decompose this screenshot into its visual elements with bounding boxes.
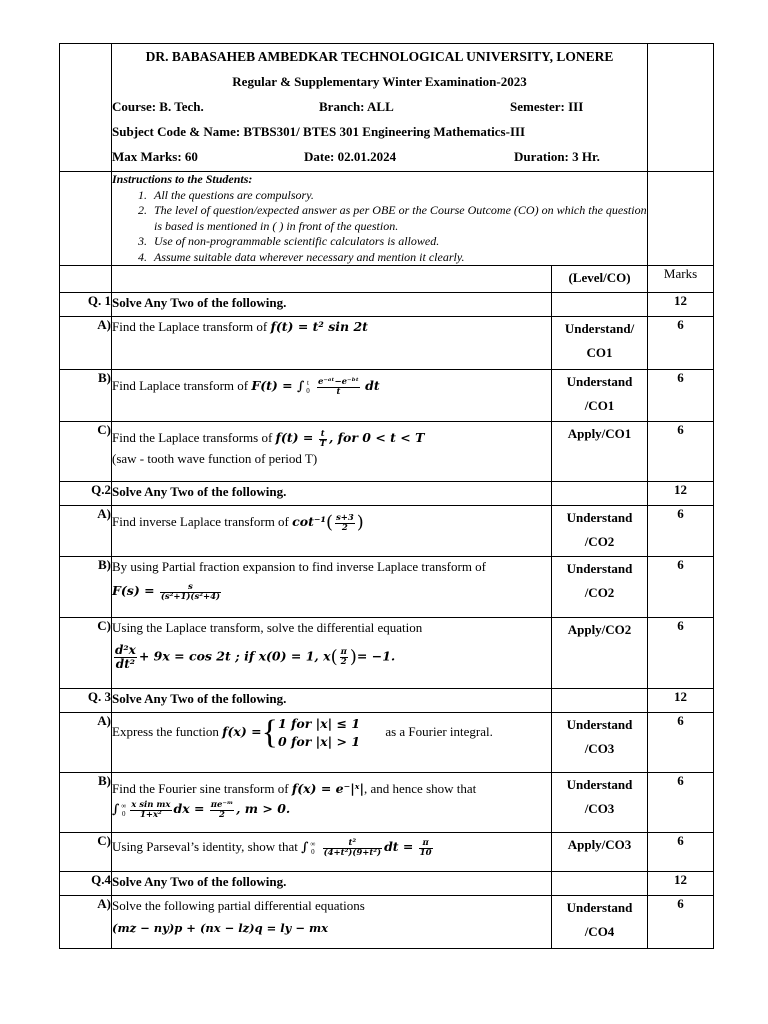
subquestion-row [60,370,714,422]
denominator: dt² [115,657,135,671]
math-rhs: , for 0 < t < T [328,430,425,445]
subject: Subject Code & Name: BTBS301/ BTES 301 Engineering Mathematics-III [112,124,526,139]
subquestion-marks: 6 [648,557,714,618]
level-co [552,773,648,833]
lower-limit: 0 [306,387,310,396]
semester: Semester: III [510,99,584,114]
blank-cell [60,44,112,172]
blank-cell [648,172,714,266]
level-co [552,370,648,422]
fraction [160,583,221,602]
integral-sign: ∫ [112,801,120,816]
integral-limits [121,802,126,818]
question-line [112,644,551,671]
upper-limit: ∞ [121,802,127,811]
subquestion-row [60,713,714,773]
branch: Branch: ALL [319,99,394,114]
duration: Duration: 3 Hr. [514,149,600,164]
subquestion-label: C) [60,618,112,689]
header-cell [112,44,648,172]
question-text: Express the function [112,723,223,739]
level-text: Understand [566,777,633,792]
math-end: = −1. [356,648,396,664]
integral-limits [310,840,315,856]
question-title: Solve Any Two of the following. [112,689,552,713]
question-number: Q.2 [60,482,112,506]
co-text: CO1 [586,345,613,360]
question-line [112,428,551,449]
blank-cell [60,172,112,266]
fraction [340,648,348,667]
fraction [335,514,355,533]
math-lhs: f(t) = [275,430,314,445]
subquestion-text [112,713,552,773]
math-expression: f(x) = e⁻|ˣ| [291,781,364,796]
question-marks: 12 [648,293,714,317]
subquestion-marks: 6 [648,896,714,949]
lower-limit: 0 [122,810,126,819]
subquestion-text [112,422,552,482]
instruction-item: 4. Assume suitable data wherever necessary and mention it clearly. [150,250,647,266]
subquestion-marks: 6 [648,506,714,557]
fraction [419,839,433,858]
dx: dx = [173,801,205,816]
left-brace: { [261,714,278,751]
question-text: By using Partial fraction expansion to find inverse Laplace transform of [112,559,487,574]
lower-limit: 0 [311,848,315,857]
question-marks: 12 [648,689,714,713]
instructions-row [60,172,714,266]
dt: dt = [384,839,414,854]
subquestion-marks: 6 [648,833,714,872]
subquestion-text [112,833,552,872]
subquestion-row [60,506,714,557]
subquestion-text [112,317,552,370]
subquestion-marks: 6 [648,713,714,773]
integral-limits [306,379,310,395]
instruction-item: 1. All the questions are compulsory. [150,188,647,204]
subquestion-label: A) [60,506,112,557]
co-text: /CO1 [584,398,615,413]
question-text: Using the Laplace transform, solve the differential equation [112,620,423,635]
co-text: /CO2 [584,534,615,549]
question-number: Q. 1 [60,293,112,317]
question-marks: 12 [648,872,714,896]
denominator: T [319,438,326,449]
subquestion-text [112,773,552,833]
question-number: Q.4 [60,872,112,896]
header-row [60,44,714,172]
question-heading-row [60,872,714,896]
blank-cell [60,266,112,293]
subquestion-text [112,557,552,618]
denominator: 2 [340,657,347,667]
subquestion-row [60,618,714,689]
question-text-suffix: , and hence show that [364,781,477,796]
question-heading-row [60,689,714,713]
case-two: 0 for |x| > 1 [277,734,361,749]
co-text: /CO3 [584,801,615,816]
instruction-item: 3. Use of non-programmable scientific calculators is allowed. [150,234,647,250]
subquestion-text [112,618,552,689]
subquestion-marks: 6 [648,370,714,422]
blank-cell [552,293,648,317]
subquestion-label: C) [60,422,112,482]
upper-limit: ∞ [310,840,316,849]
numerator: s+3 [335,512,354,523]
level-co [552,506,648,557]
math-mid: + 9x = cos 2t ; if x(0) = 1, x [138,648,331,664]
question-line [112,779,551,799]
level-co [552,896,648,949]
denominator: 2 [218,809,225,820]
level-co [552,713,648,773]
column-header-row [60,266,714,293]
open-paren: ( [330,646,338,668]
subquestion-label: A) [60,317,112,370]
level-co: Apply/CO3 [552,833,648,872]
subquestion-label: B) [60,557,112,618]
question-marks: 12 [648,482,714,506]
subquestion-marks: 6 [648,422,714,482]
upper-limit: t [307,379,309,388]
instructions-title: Instructions to the Students: [112,172,253,186]
exam-date: Date: 02.01.2024 [304,149,397,164]
numerator: s [160,583,221,593]
blank-cell [112,266,552,293]
instruction-item: 2. The level of question/expected answer as per OBE or the Course Outcome (CO) on which the question is based is mentioned in ( ) in front of the question. [150,203,647,234]
question-text: Using Parseval’s identity, show that [112,839,302,854]
denominator: 1+x² [139,809,162,820]
close-paren: ) [356,512,364,534]
question-line [112,581,551,602]
subquestion-row [60,317,714,370]
close-paren: ) [349,646,357,668]
subquestion-row [60,773,714,833]
question-title: Solve Any Two of the following. [112,293,552,317]
marks-header: Marks [648,266,714,293]
fraction [323,839,382,858]
question-text: Find inverse Laplace transform of [112,514,293,529]
subquestion-label: A) [60,713,112,773]
question-heading-row [60,293,714,317]
level-co-header: (Level/CO) [552,266,648,293]
subquestion-marks: 6 [648,618,714,689]
exam-name: Regular & Supplementary Winter Examination-2023 [232,74,527,89]
subquestion-label: C) [60,833,112,872]
fraction [319,430,327,449]
denominator: 2 [341,522,348,533]
case-one: 1 for |x| ≤ 1 [277,716,361,731]
question-heading-row [60,482,714,506]
level-co: Apply/CO2 [552,618,648,689]
question-title: Solve Any Two of the following. [112,482,552,506]
math-expression: f(t) = t² sin 2t [270,319,368,334]
co-text: /CO2 [584,585,615,600]
numerator: t [319,430,327,440]
denominator: (s²+1)(s²+4) [160,591,221,602]
instructions [112,172,648,266]
open-paren: ( [325,512,333,534]
level-co: Apply/CO1 [552,422,648,482]
level-text: Understand/ [564,321,635,336]
blank-cell [552,482,648,506]
fraction [317,378,360,397]
subquestion-label: A) [60,896,112,949]
subquestion-text [112,896,552,949]
subquestion-row [60,896,714,949]
math-lhs: F(s) = [112,583,155,598]
math-rhs: dt [365,378,380,393]
math-lhs: cot⁻¹ [292,514,326,529]
course-branch-semester [112,94,647,119]
math-expression: (mz − ny)p + (nx − lz)q = ly − mx [112,921,328,935]
numerator: πe⁻ᵐ [210,799,234,810]
max-marks: Max Marks: 60 [112,149,198,164]
numerator: e⁻ᵃᵗ−e⁻ᵇᵗ [318,376,359,387]
math-lhs: F(t) = ∫ [251,378,305,393]
blank-cell [552,872,648,896]
question-text-suffix: as a Fourier integral. [385,723,493,739]
co-text: /CO3 [584,741,615,756]
question-number: Q. 3 [60,689,112,713]
numerator: d²x [115,643,136,657]
question-text: Find the Laplace transforms of [112,430,276,445]
numerator: x sin mx [131,799,171,810]
integral-sign: ∫ [301,839,309,854]
question-paper-table [59,43,714,949]
level-co [552,557,648,618]
question-text: Find the Fourier sine transform of [112,781,292,796]
fraction [114,644,137,671]
subquestion-label: B) [60,370,112,422]
denominator: (4+t²)(9+t²) [323,847,382,858]
subquestion-text [112,370,552,422]
level-text: Understand [566,717,633,732]
question-text: Find the Laplace transform of [112,319,271,334]
university-name: DR. BABASAHEB AMBEDKAR TECHNOLOGICAL UNIVERSITY, LONERE [145,49,614,64]
blank-cell [648,44,714,172]
condition: , m > 0. [236,801,291,816]
fraction [130,801,171,820]
subquestion-row [60,422,714,482]
subquestion-marks: 6 [648,317,714,370]
piecewise-cases [278,715,360,751]
marks-date-duration [112,144,647,171]
blank-cell [552,689,648,713]
denominator: 10 [419,847,432,858]
fraction [210,801,234,820]
subquestion-marks: 6 [648,773,714,833]
subquestion-label: B) [60,773,112,833]
subquestion-text [112,506,552,557]
level-co [552,317,648,370]
question-text: Find Laplace transform of [112,378,252,393]
level-text: Understand [566,561,633,576]
level-text: Understand [566,510,633,525]
question-note: (saw - tooth wave function of period T) [112,450,318,466]
level-text: Understand [566,900,633,915]
subquestion-row [60,833,714,872]
course: Course: B. Tech. [112,99,204,114]
question-title: Solve Any Two of the following. [112,872,552,896]
question-text: Solve the following partial differential equations [112,898,365,913]
numerator: π [419,839,433,849]
math-lhs: f(x) = [222,723,262,739]
numerator: π [340,647,347,657]
subquestion-row [60,557,714,618]
instructions-list [112,188,647,266]
level-text: Understand [566,374,633,389]
numerator: t² [323,839,382,849]
question-line [112,799,551,820]
denominator: t [336,386,341,397]
co-text: /CO4 [584,924,615,939]
